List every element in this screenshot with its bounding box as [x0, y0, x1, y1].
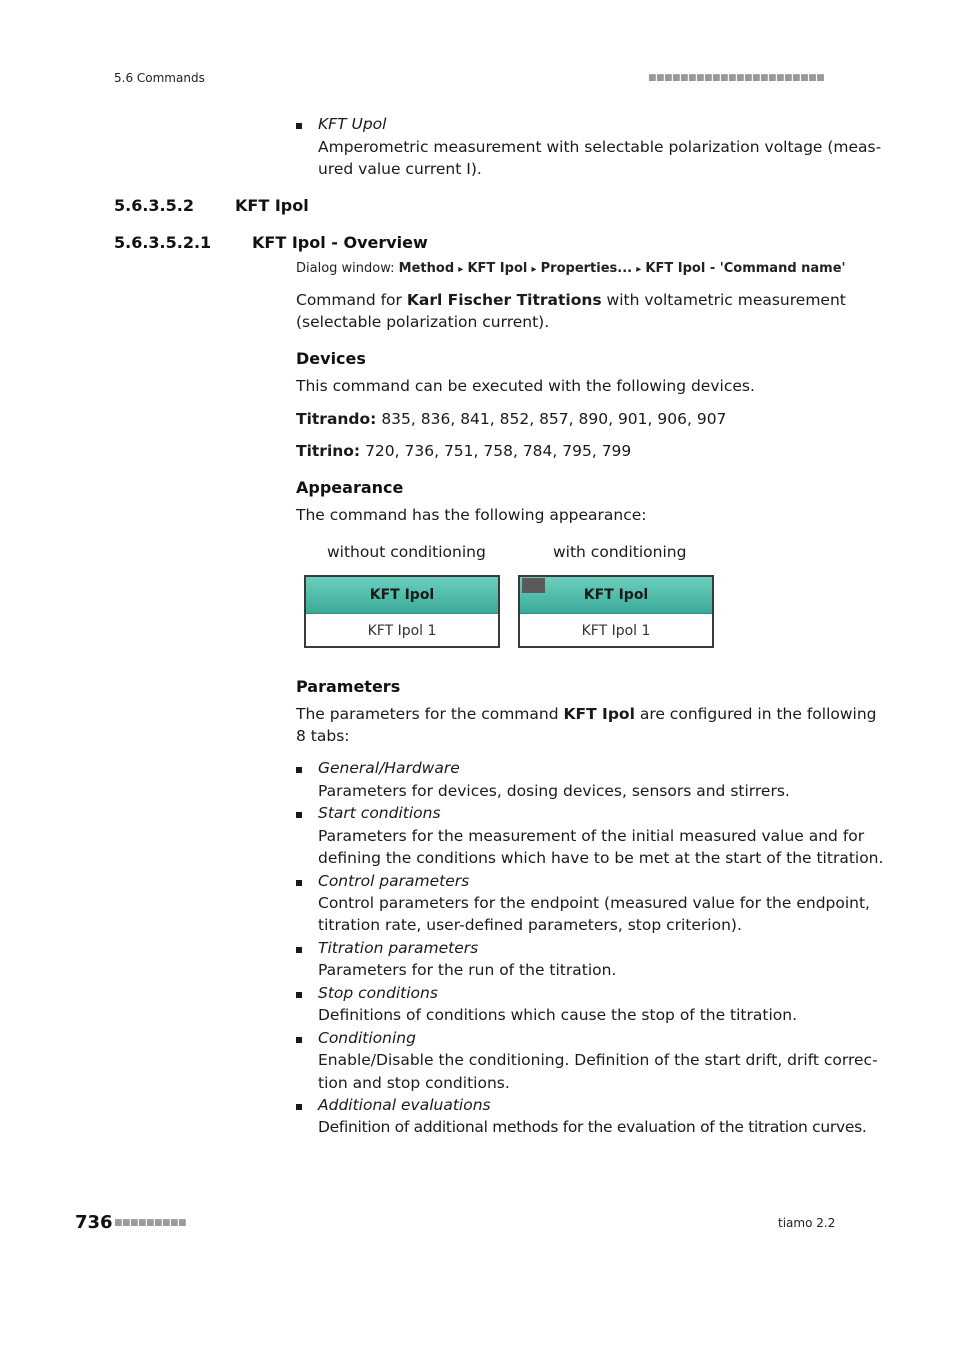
- tab-term: Control parameters: [318, 872, 470, 890]
- page-number: 736: [75, 1212, 113, 1233]
- tab-term: Conditioning: [318, 1029, 416, 1047]
- parameters-heading: Parameters: [296, 677, 401, 696]
- list-item-description: Amperometric measurement with selectable polarization voltage (meas-: [318, 138, 882, 156]
- subsection-number: 5.6.3.5.2.1: [114, 233, 212, 252]
- intro-text: Command for: [296, 291, 407, 309]
- path-arrow-icon: ▸: [458, 264, 464, 275]
- bullet-marker: [296, 947, 302, 953]
- command-box-name: KFT Ipol 1: [581, 623, 651, 639]
- titrino-label: Titrino:: [296, 442, 361, 460]
- devices-text: This command can be executed with the following devices.: [296, 377, 755, 395]
- tab-term: Additional evaluations: [318, 1096, 491, 1114]
- tab-description: Control parameters for the endpoint (measured value for the endpoint,: [318, 894, 870, 912]
- subsection-title: KFT Ipol - Overview: [252, 233, 428, 252]
- list-item-term: KFT Upol: [318, 115, 387, 133]
- intro-text: with voltametric measurement: [601, 291, 846, 309]
- titrando-line: [296, 408, 726, 431]
- tab-description: defining the conditions which have to be met at the start of the titration.: [318, 849, 884, 867]
- dialog-path-command: KFT Ipol: [467, 261, 528, 276]
- bullet-marker: [296, 880, 302, 886]
- bullet-marker: [296, 1037, 302, 1043]
- caption-with-conditioning: with conditioning: [553, 543, 687, 561]
- tab-description: Definition of additional methods for the evaluation of the titration curves.: [318, 1118, 867, 1136]
- caption-without-conditioning: without conditioning: [327, 543, 486, 561]
- devices-heading: Devices: [296, 349, 366, 368]
- command-box-with-conditioning: [518, 575, 714, 648]
- tab-description: Definitions of conditions which cause the stop of the titration.: [318, 1006, 798, 1024]
- path-arrow-icon: ▸: [531, 264, 537, 275]
- dialog-window-path: [296, 261, 846, 276]
- running-header-dots: ■■■■■■■■■■■■■■■■■■■■■■: [648, 73, 825, 83]
- tab-term: Stop conditions: [318, 984, 438, 1002]
- command-box-title: KFT Ipol: [306, 577, 498, 614]
- parameters-emphasis: KFT Ipol: [563, 705, 635, 723]
- tab-description: tion and stop conditions.: [318, 1074, 510, 1092]
- bullet-marker: [296, 812, 302, 818]
- parameters-text: are configured in the following: [634, 705, 877, 723]
- dialog-path-method: Method: [398, 261, 455, 276]
- running-header-section: 5.6 Commands: [114, 71, 205, 85]
- dialog-prefix: Dialog window:: [296, 261, 399, 276]
- parameters-intro-line: 8 tabs:: [296, 727, 350, 745]
- tab-description: Parameters for devices, dosing devices, sensors and stirrers.: [318, 782, 790, 800]
- tab-description: Parameters for the measurement of the initial measured value and for: [318, 827, 865, 845]
- tab-term: Titration parameters: [318, 939, 479, 957]
- section-title: KFT Ipol: [235, 196, 309, 215]
- parameters-text: The parameters for the command: [296, 705, 564, 723]
- command-box-without-conditioning: [304, 575, 500, 648]
- section-number: 5.6.3.5.2: [114, 196, 194, 215]
- path-arrow-icon: ▸: [636, 264, 642, 275]
- intro-paragraph-line: (selectable polarization current).: [296, 313, 550, 331]
- bullet-marker: [296, 992, 302, 998]
- command-box-name: KFT Ipol 1: [367, 623, 437, 639]
- tab-term: General/Hardware: [318, 759, 460, 777]
- list-item-description: ured value current I).: [318, 160, 482, 178]
- bullet-marker: [296, 767, 302, 773]
- footer-dots: ■■■■■■■■■: [114, 1218, 187, 1228]
- dialog-path-properties: Properties...: [540, 261, 633, 276]
- titrino-list: 720, 736, 751, 758, 784, 795, 799: [360, 442, 632, 460]
- dialog-path-window: KFT Ipol - 'Command name': [645, 261, 846, 276]
- tab-description: Enable/Disable the conditioning. Definition of the start drift, drift correc-: [318, 1051, 878, 1069]
- command-box-title: KFT Ipol: [520, 577, 712, 614]
- conditioning-flag-icon: [522, 578, 545, 593]
- bullet-marker: [296, 123, 302, 129]
- tab-term: Start conditions: [318, 804, 441, 822]
- parameters-intro-line: [296, 703, 877, 726]
- bullet-marker: [296, 1104, 302, 1110]
- appearance-text: The command has the following appearance:: [296, 506, 647, 524]
- product-name: tiamo 2.2: [778, 1216, 836, 1230]
- tab-description: Parameters for the run of the titration.: [318, 961, 617, 979]
- appearance-heading: Appearance: [296, 478, 404, 497]
- titrando-list: 835, 836, 841, 852, 857, 890, 901, 906, 907: [376, 410, 727, 428]
- intro-emphasis: Karl Fischer Titrations: [406, 291, 602, 309]
- intro-paragraph-line: [296, 289, 846, 312]
- tab-description: titration rate, user-defined parameters, stop criterion).: [318, 916, 742, 934]
- titrando-label: Titrando:: [296, 410, 377, 428]
- titrino-line: [296, 440, 631, 463]
